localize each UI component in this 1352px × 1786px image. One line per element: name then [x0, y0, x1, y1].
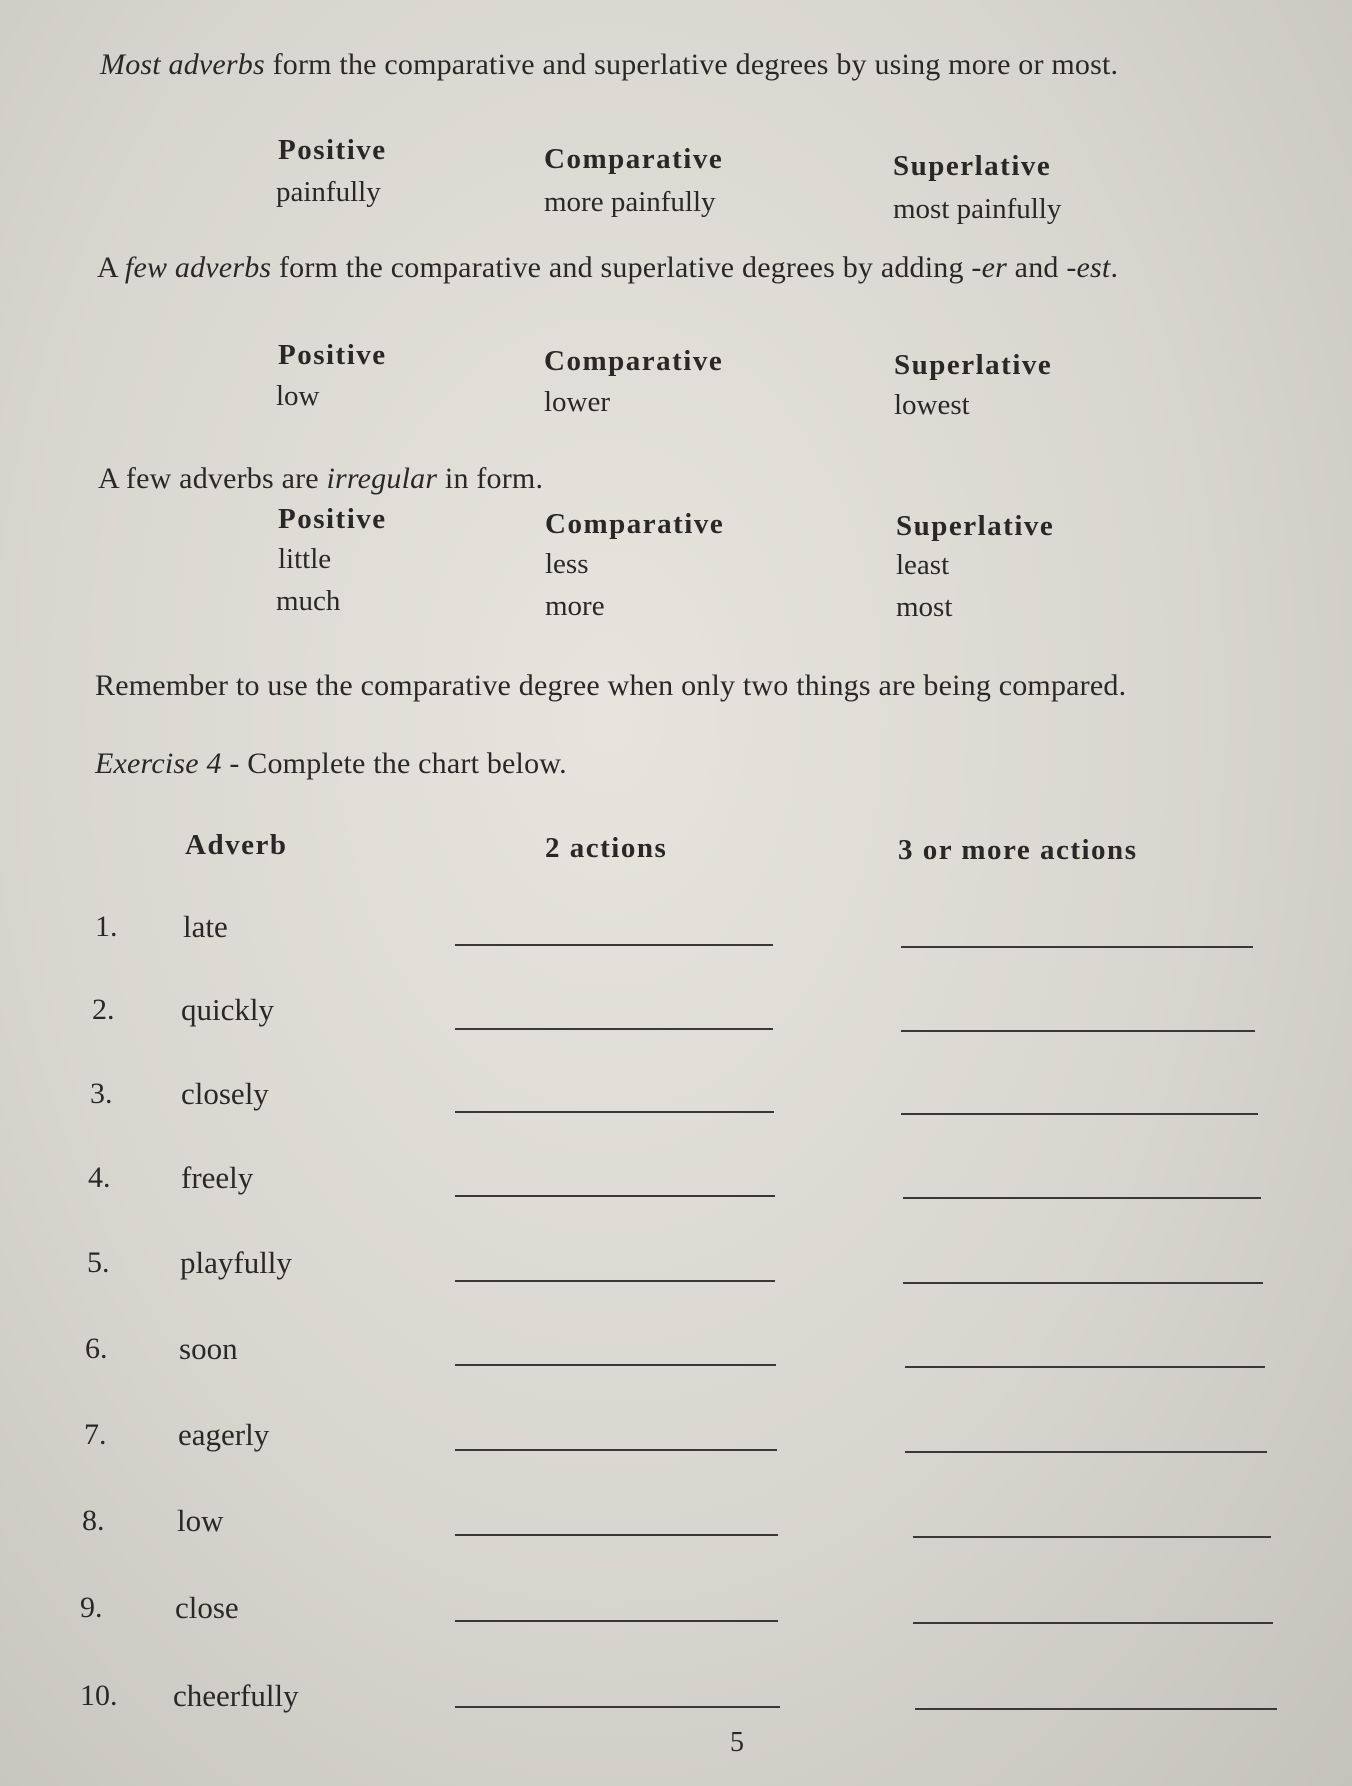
item-number: 7. — [84, 1418, 107, 1451]
intro-most-adverbs — [100, 48, 1118, 82]
item-number: 2. — [92, 993, 115, 1026]
blank-comparative-input[interactable] — [455, 1449, 777, 1451]
table3-header-comparative: Comparative — [545, 508, 725, 540]
table3-row1-positive: little — [278, 543, 332, 575]
item-number: 8. — [82, 1504, 105, 1537]
table3-row2-positive: much — [276, 585, 341, 617]
blank-comparative-input[interactable] — [455, 944, 773, 946]
table2-superlative: lowest — [894, 389, 970, 421]
exercise-title — [95, 747, 567, 781]
blank-comparative-input[interactable] — [455, 1620, 778, 1622]
table1-header-comparative: Comparative — [544, 143, 724, 175]
item-adverb: quickly — [181, 992, 274, 1027]
table3-row1-superlative: least — [896, 549, 950, 581]
table1-header-superlative: Superlative — [893, 150, 1052, 182]
exercise-instruction: - Complete the chart below. — [221, 747, 567, 780]
item-adverb: low — [177, 1503, 224, 1538]
blank-superlative-input[interactable] — [903, 1282, 1263, 1284]
item-number: 6. — [85, 1332, 108, 1365]
item-adverb: closely — [181, 1076, 269, 1111]
item-adverb: cheerfully — [173, 1678, 299, 1713]
blank-comparative-input[interactable] — [455, 1111, 774, 1113]
table1-comparative: more painfully — [544, 186, 716, 218]
intro-most-adverbs-text: form the comparative and superlative degrees by using more or most. — [264, 48, 1119, 81]
suffix-er: -er — [971, 251, 1007, 284]
intro-most-adverbs-emphasis: Most adverbs — [100, 48, 265, 81]
table3-row1-comparative: less — [545, 548, 589, 580]
intro-irregular-emphasis: irregular — [326, 462, 438, 495]
table3-row2-superlative: most — [896, 591, 953, 623]
table2-positive: low — [276, 380, 320, 412]
item-number: 5. — [87, 1246, 110, 1279]
blank-comparative-input[interactable] — [455, 1195, 775, 1197]
table3-header-superlative: Superlative — [896, 510, 1055, 542]
exercise-label: Exercise 4 — [95, 747, 222, 780]
item-adverb: freely — [181, 1160, 254, 1195]
exercise-header-3-actions: 3 or more actions — [898, 834, 1138, 866]
table2-comparative: lower — [544, 386, 611, 418]
blank-superlative-input[interactable] — [913, 1536, 1271, 1538]
item-adverb: soon — [179, 1331, 238, 1366]
intro-few-adverbs — [97, 251, 1118, 285]
blank-superlative-input[interactable] — [905, 1451, 1267, 1453]
blank-superlative-input[interactable] — [903, 1197, 1261, 1199]
intro-few-adverbs-text: form the comparative and superlative degrees by adding — [271, 251, 972, 284]
intro-irregular — [98, 462, 543, 496]
blank-superlative-input[interactable] — [901, 1030, 1255, 1032]
blank-superlative-input[interactable] — [901, 946, 1253, 948]
item-number: 9. — [80, 1591, 103, 1624]
suffix-est: -est — [1066, 251, 1111, 284]
blank-superlative-input[interactable] — [915, 1708, 1277, 1710]
blank-comparative-input[interactable] — [455, 1364, 776, 1366]
item-adverb: eagerly — [178, 1417, 270, 1452]
blank-comparative-input[interactable] — [455, 1706, 780, 1708]
table2-header-superlative: Superlative — [894, 349, 1053, 381]
exercise-header-adverb: Adverb — [185, 829, 288, 861]
intro-few-adverbs-period: . — [1110, 251, 1119, 284]
intro-irregular-end: in form. — [437, 462, 544, 495]
item-number: 10. — [80, 1679, 118, 1712]
intro-few-adverbs-emphasis: few adverbs — [124, 251, 272, 284]
item-number: 4. — [88, 1161, 111, 1194]
table2-header-positive: Positive — [278, 339, 387, 371]
blank-superlative-input[interactable] — [905, 1366, 1265, 1368]
item-number: 1. — [95, 910, 118, 943]
table1-positive: painfully — [276, 176, 381, 208]
item-number: 3. — [90, 1077, 113, 1110]
item-adverb: playfully — [180, 1245, 292, 1280]
intro-few-adverbs-a: A — [97, 251, 125, 284]
table3-header-positive: Positive — [278, 503, 387, 535]
item-adverb: close — [175, 1590, 239, 1625]
page-number: 5 — [730, 1727, 744, 1758]
reminder-text: Remember to use the comparative degree when only two things are being compared. — [95, 669, 1127, 702]
blank-superlative-input[interactable] — [913, 1622, 1273, 1624]
item-adverb: late — [183, 909, 228, 944]
table1-header-positive: Positive — [278, 134, 387, 166]
table2-header-comparative: Comparative — [544, 345, 724, 377]
intro-few-adverbs-and: and — [1006, 251, 1067, 284]
blank-comparative-input[interactable] — [455, 1028, 773, 1030]
exercise-header-2-actions: 2 actions — [545, 832, 668, 864]
blank-comparative-input[interactable] — [455, 1280, 775, 1282]
table1-superlative: most painfully — [893, 193, 1062, 225]
blank-comparative-input[interactable] — [455, 1534, 778, 1536]
blank-superlative-input[interactable] — [901, 1113, 1258, 1115]
table3-row2-comparative: more — [545, 590, 605, 622]
intro-irregular-text: A few adverbs are — [98, 462, 327, 495]
